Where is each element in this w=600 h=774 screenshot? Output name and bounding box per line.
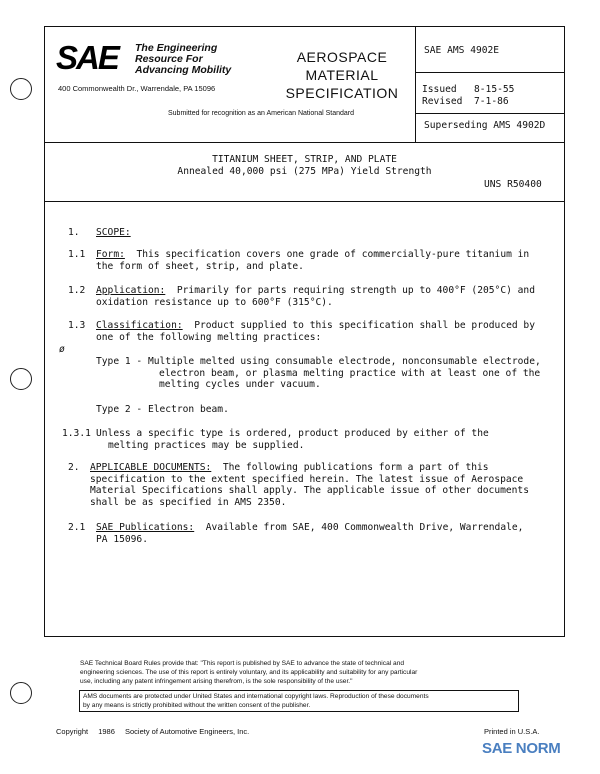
doc-title-line-2: Annealed 40,000 psi (275 MPa) Yield Strength: [177, 166, 432, 177]
section-1-3-label: Classification:: [96, 320, 183, 331]
spec-title-line-3: SPECIFICATION: [285, 85, 399, 101]
section-2-line-3: Material Specifications shall apply. The applicable issue of other documents: [90, 485, 529, 496]
doc-number: SAE AMS 4902E: [424, 45, 500, 56]
revised-rule: [415, 113, 565, 114]
header-bottom-rule: [44, 142, 565, 143]
type-1-line-3: melting cycles under vacuum.: [159, 379, 321, 390]
copyright-notice-line-1: AMS documents are protected under United States and international copyright laws. Reproduction of these documents: [83, 693, 429, 700]
type-2: Type 2 - Electron beam.: [96, 404, 229, 415]
section-1: [68, 227, 131, 239]
section-1-title: SCOPE:: [96, 227, 131, 238]
docnum-rule: [415, 72, 565, 73]
board-rules-line-2: engineering sciences. The use of this report is entirely voluntary, and its applicability and suitability for any particular: [80, 669, 418, 676]
section-1-1-number: 1.1: [68, 249, 86, 260]
tagline-line-3: Advancing Mobility: [135, 64, 232, 76]
section-1-3: [68, 320, 535, 343]
copyright-year: 1986: [98, 727, 115, 736]
type-1-line-2: electron beam, or plasma melting practice with at least one of the: [159, 367, 541, 379]
type-1: [96, 356, 541, 391]
section-2-text-1: The following publications form a part of this: [211, 462, 489, 473]
section-1-3-1-line-1: Unless a specific type is ordered, product produced by either of the: [96, 428, 489, 439]
section-1-1: [68, 249, 529, 272]
board-rules-line-1: SAE Technical Board Rules provide that: "This report is published by SAE to advance the state of technical and: [80, 660, 405, 667]
header-divider: [415, 26, 416, 142]
issued-label: Issued: [422, 84, 457, 95]
sae-logo: SAE: [56, 39, 118, 76]
section-2-line-2: specification to the extent specified herein. The latest issue of Aerospace: [90, 473, 524, 485]
address: 400 Commonwealth Dr., Warrendale, PA 15096: [58, 84, 216, 93]
section-2-line-4: shall be as specified in AMS 2350.: [90, 496, 287, 508]
spec-title-line-1: AEROSPACE: [296, 49, 388, 65]
sae-norm-watermark: [482, 740, 560, 757]
section-2-1-text-1: Available from SAE, 400 Commonwealth Drive, Warrendale,: [194, 522, 524, 533]
copyright-label: Copyright: [56, 727, 89, 736]
copyright-line: [56, 727, 249, 736]
copyright-notice-box: [79, 690, 519, 712]
section-1-3-text-2: one of the following melting practices:: [96, 331, 322, 343]
board-rules-notice: [80, 659, 530, 686]
section-2-1-text-2: PA 15096.: [96, 533, 148, 545]
section-2-1-number: 2.1: [68, 522, 86, 533]
issued-row: [422, 84, 514, 96]
section-1-3-1-number: 1.3.1: [62, 428, 91, 439]
tagline: [135, 43, 231, 76]
submitted-note: Submitted for recognition as an American National Standard: [168, 110, 354, 117]
tagline-line-2: Resource For: [135, 53, 203, 65]
section-2-label: APPLICABLE DOCUMENTS:: [90, 462, 212, 473]
doc-title-line-1: TITANIUM SHEET, STRIP, AND PLATE: [212, 154, 397, 165]
section-1-3-number: 1.3: [68, 320, 86, 331]
section-2: [68, 462, 529, 508]
section-1-2-text-2: oxidation resistance up to 600°F (315°C).: [96, 296, 333, 308]
section-1-1-label: Form:: [96, 249, 125, 260]
section-1-3-1-line-2: melting practices may be supplied.: [108, 439, 305, 451]
punch-hole-bottom: [10, 682, 32, 704]
section-1-number: 1.: [68, 227, 80, 238]
revised-row: [422, 96, 509, 108]
copyright-society: Society of Automotive Engineers, Inc.: [124, 727, 250, 736]
spec-title-line-2: MATERIAL: [305, 67, 379, 83]
revised-date: 7-1-86: [474, 96, 509, 107]
punch-hole-middle: [10, 368, 32, 390]
section-1-2-text-1: Primarily for parts requiring strength up to 400°F (205°C) and: [165, 285, 535, 296]
title-bottom-rule: [44, 201, 565, 202]
copyright-notice-line-2: by any means is strictly prohibited without the written consent of the publisher.: [83, 702, 311, 709]
punch-hole-top: [10, 78, 32, 100]
section-1-2-label: Application:: [96, 285, 166, 296]
type-1-line-1: Type 1 - Multiple melted using consumable electrode, nonconsumable electrode,: [96, 356, 541, 367]
section-2-1-label: SAE Publications:: [96, 522, 195, 533]
spec-title: [272, 48, 412, 102]
section-1-1-text-1: This specification covers one grade of commercially-pure titanium in: [124, 249, 530, 260]
change-mark: ø: [59, 344, 65, 355]
section-1-3-1: [62, 428, 489, 451]
uns-number: UNS R50400: [484, 179, 542, 190]
section-1-2: [68, 285, 535, 308]
section-1-3-text-1: Product supplied to this specification shall be produced by: [182, 320, 535, 331]
issued-date: 8-15-55: [474, 84, 515, 95]
section-1-2-number: 1.2: [68, 285, 86, 296]
printed-in: Printed in U.S.A.: [484, 727, 540, 736]
section-2-1: [68, 522, 523, 545]
section-2-number: 2.: [68, 462, 80, 473]
board-rules-line-3: use, including any patent infringement arising therefrom, is the sole responsibility of the user.": [80, 678, 353, 685]
sae-norm-watermark-text: SAE NORM: [482, 740, 561, 757]
superseding: Superseding AMS 4902D: [424, 120, 546, 131]
tagline-line-1: The Engineering: [135, 42, 218, 54]
section-1-1-text-2: the form of sheet, strip, and plate.: [96, 260, 304, 272]
revised-label: Revised: [422, 96, 463, 107]
